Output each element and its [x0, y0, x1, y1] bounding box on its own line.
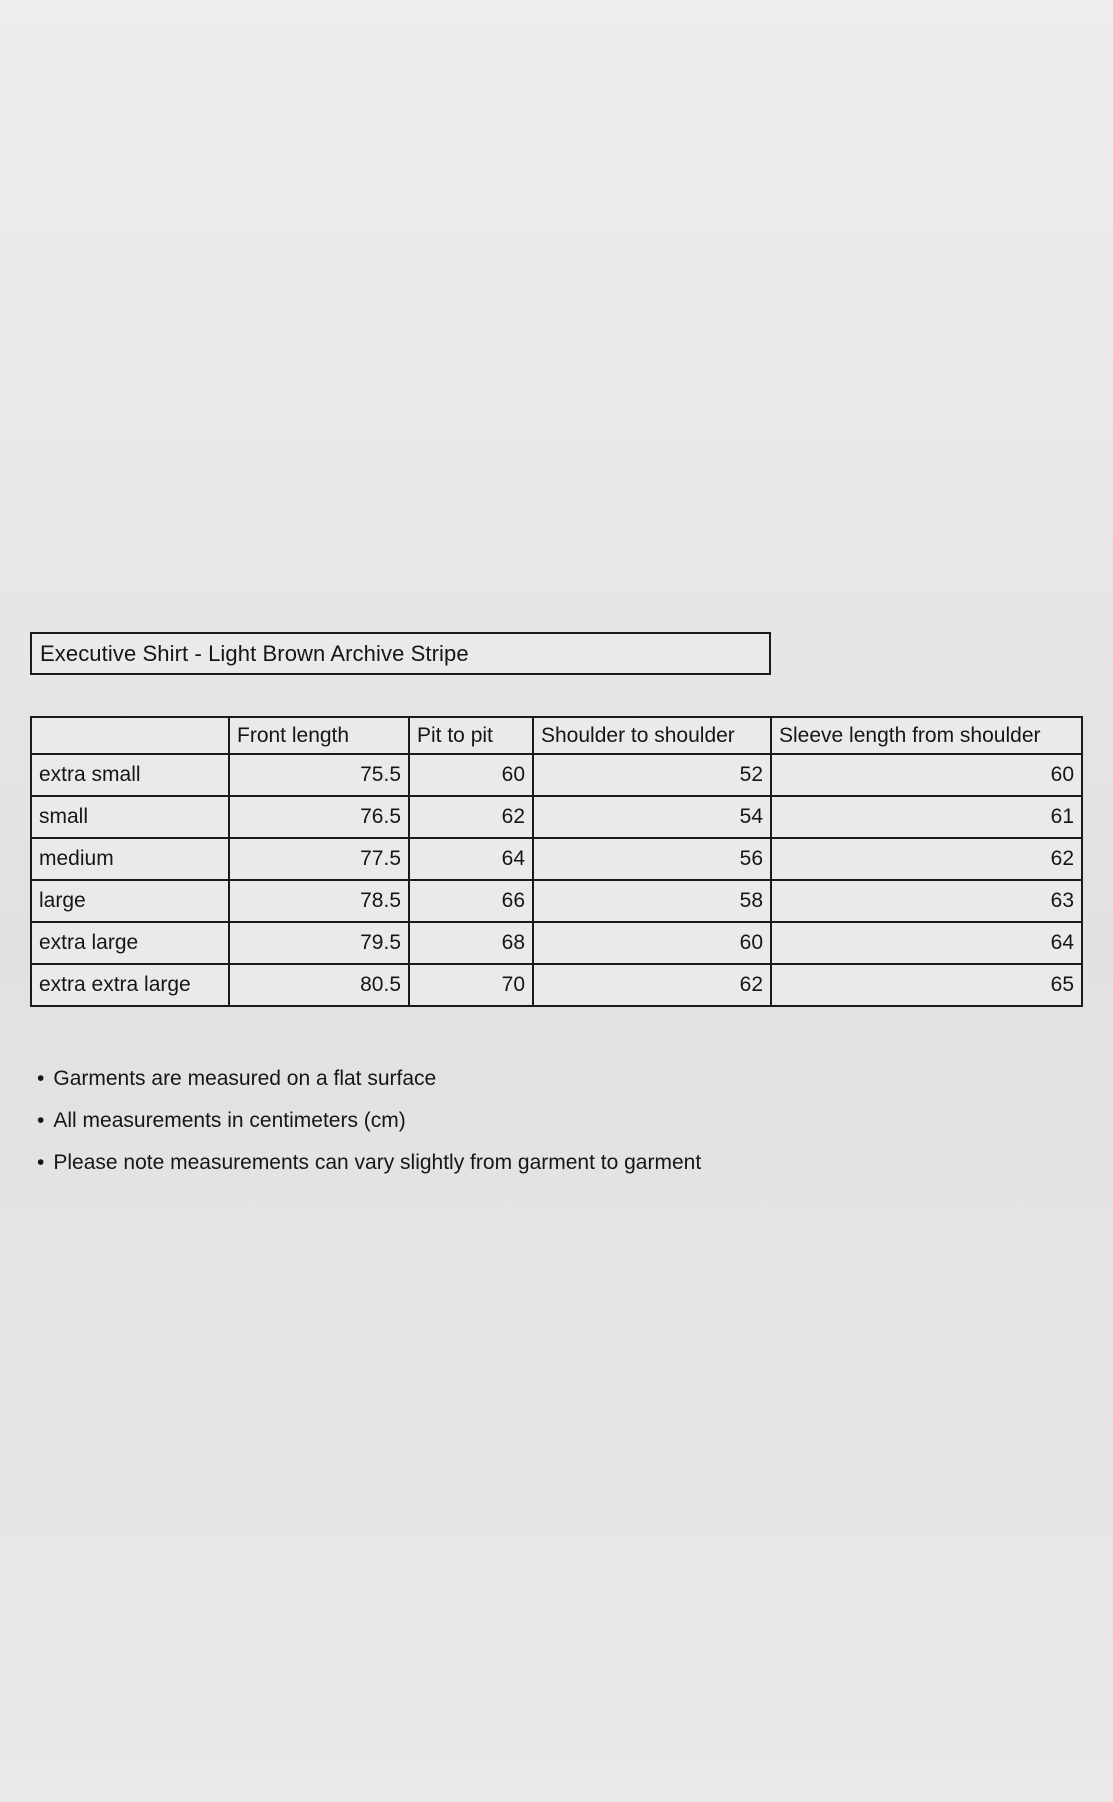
size-label: extra large: [31, 922, 229, 964]
shoulder-to-shoulder-value: 52: [533, 754, 771, 796]
header-shoulder-to-shoulder: Shoulder to shoulder: [533, 717, 771, 754]
front-length-value: 77.5: [229, 838, 409, 880]
size-label: small: [31, 796, 229, 838]
sleeve-length-value: 60: [771, 754, 1082, 796]
product-title: Executive Shirt - Light Brown Archive Stripe: [40, 640, 469, 666]
sleeve-length-value: 62: [771, 838, 1082, 880]
bullet-icon: •: [37, 1151, 45, 1174]
shoulder-to-shoulder-value: 62: [533, 964, 771, 1006]
pit-to-pit-value: 68: [409, 922, 533, 964]
sleeve-length-value: 64: [771, 922, 1082, 964]
header-row: [31, 717, 1082, 754]
table-row-medium: [31, 838, 1082, 880]
sleeve-length-value: 65: [771, 964, 1082, 1006]
note-line-centimeters: [37, 1100, 701, 1142]
note-text: Garments are measured on a flat surface: [53, 1067, 437, 1090]
front-length-value: 78.5: [229, 880, 409, 922]
size-chart-body: [31, 754, 1082, 1006]
table-row-large: [31, 880, 1082, 922]
shoulder-to-shoulder-value: 54: [533, 796, 771, 838]
front-length-value: 76.5: [229, 796, 409, 838]
header-front-length: Front length: [229, 717, 409, 754]
table-row-extra-extra-large: [31, 964, 1082, 1006]
front-length-value: 80.5: [229, 964, 409, 1006]
bullet-icon: •: [37, 1067, 45, 1090]
pit-to-pit-value: 62: [409, 796, 533, 838]
note-line-flat-surface: [37, 1058, 701, 1100]
size-label: extra extra large: [31, 964, 229, 1006]
bullet-icon: •: [37, 1109, 45, 1132]
pit-to-pit-value: 70: [409, 964, 533, 1006]
size-chart-header: [31, 717, 1082, 754]
table-row-extra-large: [31, 922, 1082, 964]
front-length-value: 75.5: [229, 754, 409, 796]
table-row-small: [31, 796, 1082, 838]
header-size: [31, 717, 229, 754]
product-title-box: [30, 632, 771, 675]
header-pit-to-pit: Pit to pit: [409, 717, 533, 754]
note-text: Please note measurements can vary slightly from garment to garment: [53, 1151, 702, 1174]
header-sleeve-length: Sleeve length from shoulder: [771, 717, 1082, 754]
measurement-notes: [37, 1058, 701, 1184]
shoulder-to-shoulder-value: 60: [533, 922, 771, 964]
pit-to-pit-value: 60: [409, 754, 533, 796]
size-chart-table: [30, 716, 1083, 1007]
front-length-value: 79.5: [229, 922, 409, 964]
note-text: All measurements in centimeters (cm): [53, 1109, 406, 1132]
size-label: medium: [31, 838, 229, 880]
note-line-vary: [37, 1142, 701, 1184]
size-label: large: [31, 880, 229, 922]
pit-to-pit-value: 64: [409, 838, 533, 880]
shoulder-to-shoulder-value: 58: [533, 880, 771, 922]
table-row-extra-small: [31, 754, 1082, 796]
pit-to-pit-value: 66: [409, 880, 533, 922]
size-label: extra small: [31, 754, 229, 796]
shoulder-to-shoulder-value: 56: [533, 838, 771, 880]
sleeve-length-value: 63: [771, 880, 1082, 922]
sleeve-length-value: 61: [771, 796, 1082, 838]
